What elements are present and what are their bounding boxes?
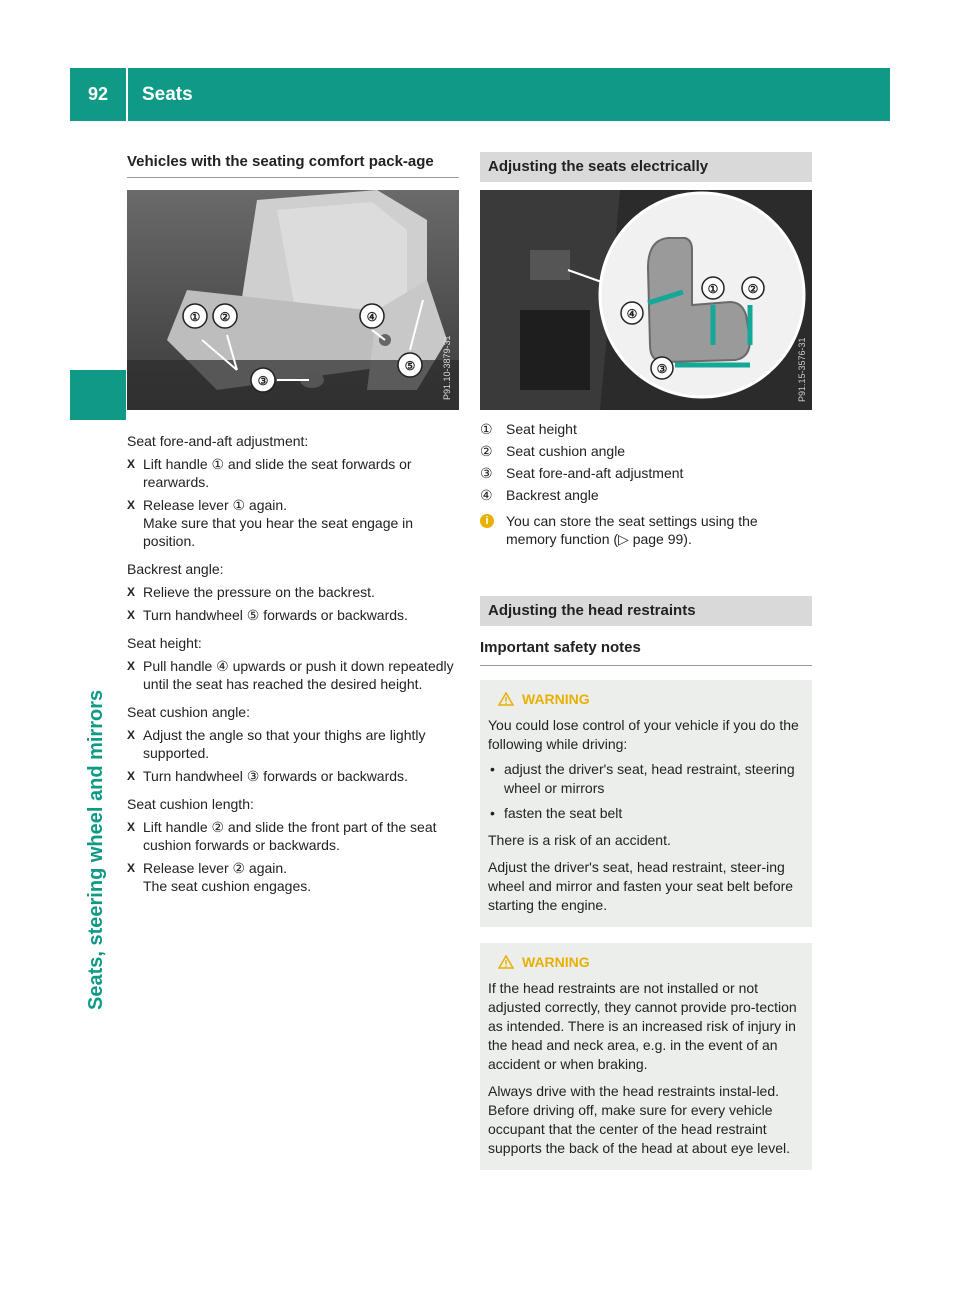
warning-title-text: WARNING (522, 691, 590, 707)
legend-text: Seat fore-and-aft adjustment (506, 465, 684, 481)
section-heading-head-restraints: Adjusting the head restraints (480, 596, 812, 626)
header-divider (126, 68, 128, 121)
step (127, 818, 459, 854)
step (127, 496, 459, 550)
warning-triangle-icon (498, 692, 514, 706)
seat-switch-illustration (480, 190, 812, 410)
step-arrow: X (127, 608, 136, 622)
warning-text: There is a risk of an accident. (488, 832, 671, 848)
fig-r-code: P91.15-3576-31 (797, 337, 807, 402)
para-backrest: Backrest angle: (127, 561, 224, 577)
fig-r-label-3: ③ (656, 362, 668, 376)
step-arrow: X (127, 457, 136, 471)
legend-item (480, 486, 812, 504)
page-number: 92 (87, 84, 109, 104)
legend-number: ④ (480, 487, 493, 503)
warning-title-text: WARNING (522, 954, 590, 970)
warning-text: Always drive with the head restraints instal-led. Before driving off, make sure for every vehicle occupant that the center of the head restraint supports the back of the head at about eye level. (488, 1083, 790, 1156)
warning-text: Adjust the driver's seat, head restraint, steer-ing wheel and mirror and fasten your seat belt before starting the engine. (488, 859, 794, 913)
fig-label-5: ⑤ (404, 359, 416, 373)
step-arrow: X (127, 820, 136, 834)
fig-r-label-2: ② (747, 282, 759, 296)
legend-number: ③ (480, 465, 493, 481)
fig-label-3: ③ (257, 374, 269, 388)
legend-text: Seat height (506, 421, 577, 437)
step (127, 859, 459, 895)
warning-box-1 (480, 680, 812, 927)
side-tab-label: Seats, steering wheel and mirrors (85, 689, 107, 1010)
step-result: The seat cushion engages. (143, 878, 312, 894)
info-note (480, 512, 812, 548)
step-arrow: X (127, 498, 136, 512)
fig-label-2: ② (219, 310, 231, 324)
subheading-safety: Important safety notes (480, 638, 812, 666)
fig-r-label-4: ④ (626, 307, 638, 321)
step-arrow: X (127, 585, 136, 599)
legend-text: Seat cushion angle (506, 443, 626, 459)
warning-text: You could lose control of your vehicle if you do the following while driving: (488, 717, 799, 752)
warning-bullet: • fasten the seat belt (488, 804, 804, 823)
step (127, 657, 459, 693)
warning-title (498, 953, 804, 971)
para-cushion-angle: Seat cushion angle: (127, 704, 250, 720)
warning-bullet: • adjust the driver's seat, head restraint, steering wheel or mirrors (488, 760, 804, 798)
step-arrow: X (127, 769, 136, 783)
legend-number: ① (480, 421, 493, 437)
fig-label-1: ① (189, 310, 201, 324)
header-bar (70, 68, 890, 121)
step-arrow: X (127, 659, 136, 673)
left-column (127, 152, 459, 895)
step-arrow: X (127, 728, 136, 742)
side-tab-block (70, 370, 126, 420)
step-text: Release lever ① again. (143, 497, 288, 513)
step (127, 455, 459, 491)
section-title: Seats (142, 83, 193, 105)
step-result: Make sure that you hear the seat engage in position. (143, 515, 414, 549)
left-heading: Vehicles with the seating comfort pack-age (127, 152, 459, 178)
legend-item (480, 464, 812, 482)
legend-text: Backrest angle (506, 487, 599, 503)
para-height: Seat height: (127, 635, 202, 651)
section-heading-electric: Adjusting the seats electrically (480, 152, 812, 182)
warning-text: If the head restraints are not installed or not adjusted correctly, they cannot provide pro-tection as intended. There is an increased risk of injury in the head and neck area, e.g. in the event of an accident or when braking. (488, 980, 797, 1072)
step-text: Relieve the pressure on the backrest. (143, 584, 375, 600)
legend-item (480, 420, 812, 438)
info-text: You can store the seat settings using the memory function (▷ page 99). (506, 513, 758, 547)
seat-photo-illustration (127, 190, 459, 410)
step-text: Adjust the angle so that your thighs are lightly supported. (143, 727, 426, 761)
para-fore-aft: Seat fore-and-aft adjustment: (127, 433, 309, 449)
step-text: Lift handle ① and slide the seat forwards or rearwards. (143, 456, 412, 490)
step (127, 726, 459, 762)
step-arrow: X (127, 861, 136, 875)
fig-label-4: ④ (366, 310, 378, 324)
step (127, 606, 459, 624)
fig-code: P91.10-3879-31 (442, 335, 452, 400)
seat-switch-figure (480, 190, 812, 410)
step (127, 767, 459, 785)
warning-title (498, 690, 804, 708)
seat-controls-figure (127, 190, 459, 410)
step-text: Turn handwheel ③ forwards or backwards. (143, 768, 408, 784)
right-column (480, 152, 812, 1170)
step-text: Turn handwheel ⑤ forwards or backwards. (143, 607, 408, 623)
warning-triangle-icon (498, 955, 514, 969)
step-text: Lift handle ② and slide the front part of the seat cushion forwards or backwards. (143, 819, 437, 853)
para-cushion-length: Seat cushion length: (127, 796, 254, 812)
figure-legend (480, 420, 812, 504)
step (127, 583, 459, 601)
legend-item (480, 442, 812, 460)
warning-box-2 (480, 943, 812, 1170)
legend-number: ② (480, 443, 493, 459)
fig-r-label-1: ① (707, 282, 719, 296)
step-text: Release lever ② again. (143, 860, 288, 876)
info-icon: i (480, 514, 494, 528)
step-text: Pull handle ④ upwards or push it down repeatedly until the seat has reached the desired height. (143, 658, 454, 692)
